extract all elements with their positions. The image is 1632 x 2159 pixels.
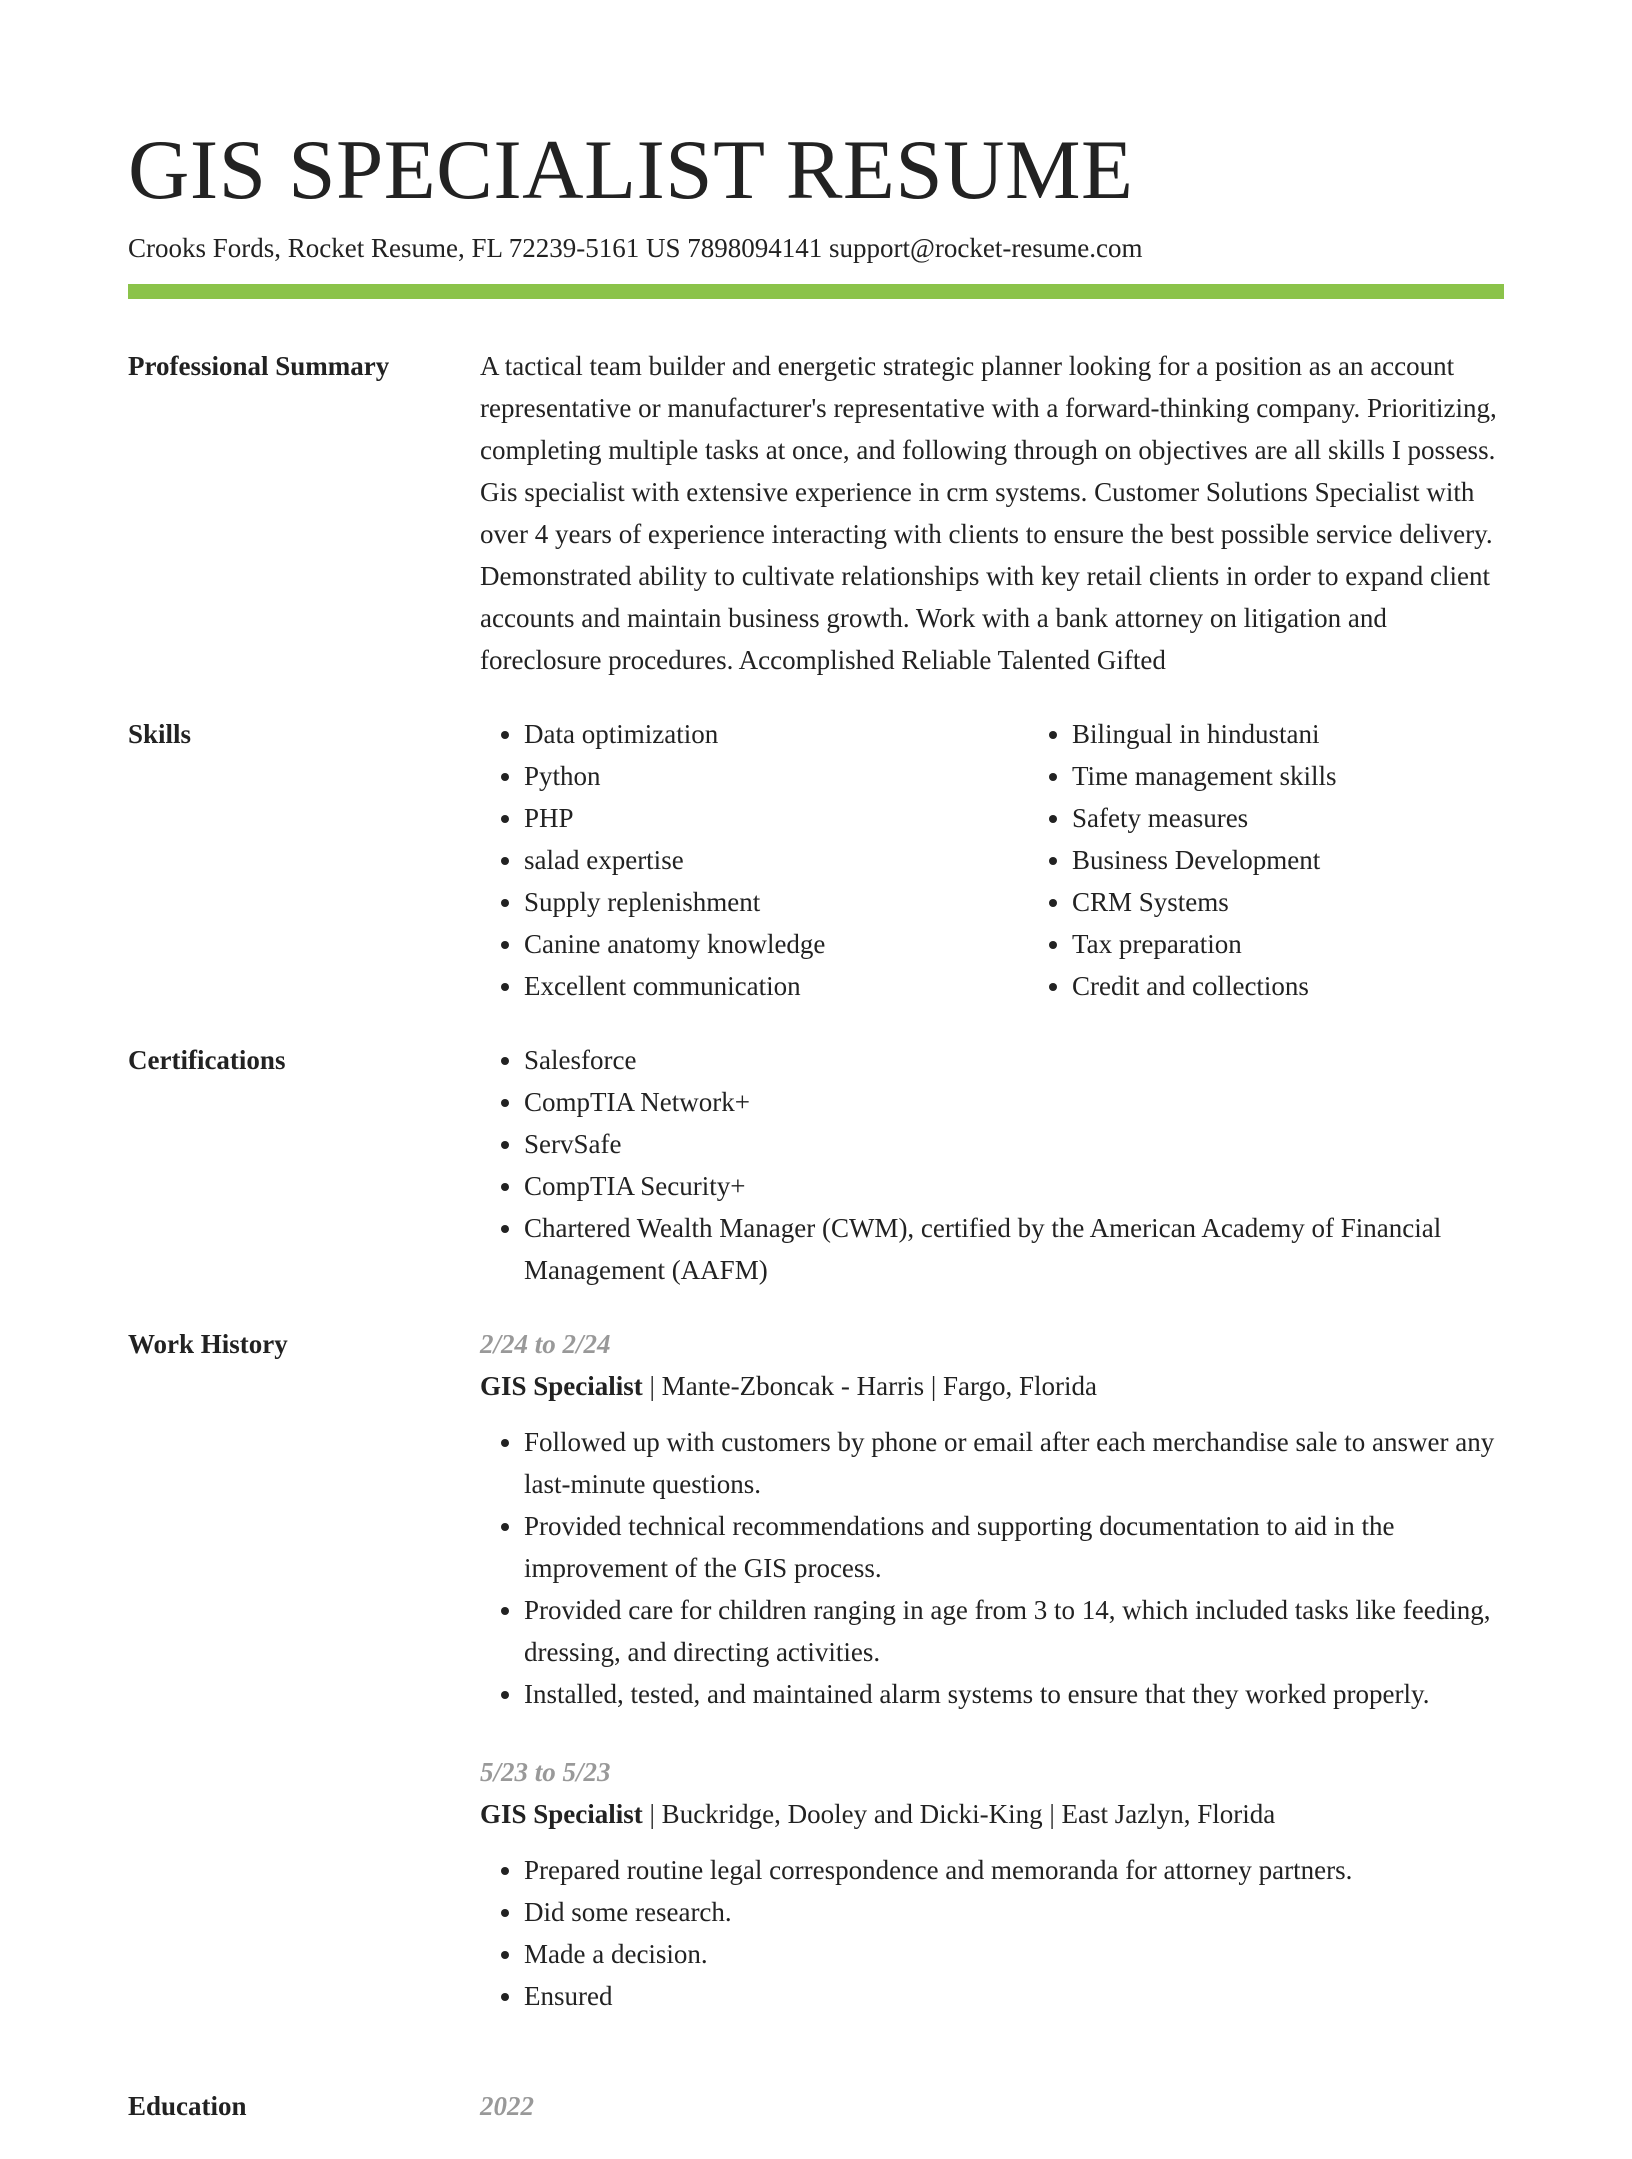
- summary-text: A tactical team builder and energetic strategic planner looking for a position as an account representative or manufacturer's representative with a forward-thinking company. Prioritizing, completing multiple tasks at once, and following through on objectives are all skills I possess. Gis specialist with extensive experience in crm systems. Customer Solutions Specialist with over 4 years of experience interacting with clients to ensure the best possible service delivery. Demonstrated ability to cultivate relationships with key retail clients in order to expand client accounts and maintain business growth. Work with a bank attorney on litigation and foreclosure procedures. Accomplished Reliable Talented Gifted: [480, 351, 1497, 675]
- skill-item: • Business Development: [1072, 839, 1576, 881]
- job-duty: • Installed, tested, and maintained alarm systems to ensure that they worked properly.: [524, 1673, 1504, 1715]
- education-section: [128, 2085, 1504, 2127]
- certification-item: • ServSafe: [524, 1123, 1504, 1165]
- contact-line: Crooks Fords, Rocket Resume, FL 72239-5161 US 7898094141 support@rocket-resume.com: [128, 233, 1143, 263]
- skill-item: • Supply replenishment: [524, 881, 1028, 923]
- skill-item: • Time management skills: [1072, 755, 1576, 797]
- section-label-summary: Professional Summary: [128, 351, 390, 381]
- job-duty: • Provided technical recommendations and supporting documentation to aid in the improvement of the GIS process.: [524, 1505, 1504, 1589]
- skill-item: • Tax preparation: [1072, 923, 1576, 965]
- job-dates: 2/24 to 2/24: [480, 1329, 611, 1359]
- work-history-list: [480, 1323, 1504, 2053]
- summary-section: [128, 345, 1504, 681]
- job-duty: • Ensured: [524, 1975, 1504, 2017]
- section-label-education: Education: [128, 2091, 247, 2121]
- job-entry: [480, 1323, 1504, 1715]
- skills-column-right: [1028, 713, 1576, 1007]
- job-heading: [480, 1793, 1504, 1835]
- resume-page: [128, 120, 1504, 2159]
- section-label-work-history: Work History: [128, 1329, 288, 1359]
- skill-item: • Credit and collections: [1072, 965, 1576, 1007]
- section-label-certifications: Certifications: [128, 1045, 286, 1075]
- section-label-skills: Skills: [128, 719, 192, 749]
- job-duty: • Followed up with customers by phone or email after each merchandise sale to answer any last-minute questions.: [524, 1421, 1504, 1505]
- job-duty: • Provided care for children ranging in age from 3 to 14, which included tasks like feeding, dressing, and directing activities.: [524, 1589, 1504, 1673]
- job-employer-location: | Buckridge, Dooley and Dicki-King | East Jazlyn, Florida: [642, 1799, 1276, 1829]
- education-year: 2022: [480, 2091, 534, 2121]
- job-duties: [480, 1849, 1504, 2017]
- education-list: [480, 2085, 1504, 2127]
- certification-item: • Salesforce: [524, 1039, 1504, 1081]
- job-title: GIS Specialist: [480, 1799, 643, 1829]
- job-employer-location: | Mante-Zboncak - Harris | Fargo, Florida: [642, 1371, 1097, 1401]
- skills-column-left: [480, 713, 1028, 1007]
- certifications-list: [480, 1039, 1504, 1291]
- skill-item: • CRM Systems: [1072, 881, 1576, 923]
- job-duty: • Prepared routine legal correspondence and memoranda for attorney partners.: [524, 1849, 1504, 1891]
- certification-item: • Chartered Wealth Manager (CWM), certified by the American Academy of Financial Management (AAFM): [524, 1207, 1504, 1291]
- skill-item: • Safety measures: [1072, 797, 1576, 839]
- skill-item: • Excellent communication: [524, 965, 1028, 1007]
- job-title: GIS Specialist: [480, 1371, 643, 1401]
- skill-item: • Canine anatomy knowledge: [524, 923, 1028, 965]
- job-heading: [480, 1365, 1504, 1407]
- certification-item: • CompTIA Network+: [524, 1081, 1504, 1123]
- certification-item: • CompTIA Security+: [524, 1165, 1504, 1207]
- work-history-section: [128, 1323, 1504, 2053]
- job-duty: • Did some research.: [524, 1891, 1504, 1933]
- skill-item: • PHP: [524, 797, 1028, 839]
- job-dates: 5/23 to 5/23: [480, 1757, 611, 1787]
- page-title: GIS SPECIALIST RESUME: [128, 123, 1134, 217]
- job-duties: [480, 1421, 1504, 1715]
- skill-item: • Python: [524, 755, 1028, 797]
- skill-item: • Data optimization: [524, 713, 1028, 755]
- job-entry: [480, 1751, 1504, 2017]
- skills-section: [128, 713, 1504, 1007]
- job-duty: • Made a decision.: [524, 1933, 1504, 1975]
- skill-item: • Bilingual in hindustani: [1072, 713, 1576, 755]
- skills-list: [480, 713, 1576, 1007]
- certifications-section: [128, 1039, 1504, 1291]
- header-divider: [128, 284, 1504, 299]
- skill-item: • salad expertise: [524, 839, 1028, 881]
